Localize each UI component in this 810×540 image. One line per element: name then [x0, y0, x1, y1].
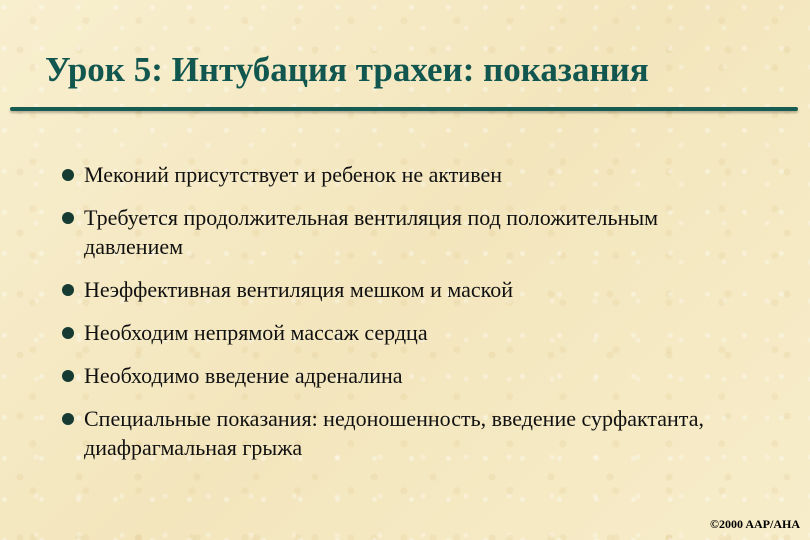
bullet-icon: [62, 284, 74, 296]
bullet-text: Специальные показания: недоношенность, введение сурфактанта, диафрагмальная грыжа: [84, 406, 704, 460]
bullet-item-6: [62, 404, 762, 462]
bullet-icon: [62, 327, 74, 339]
bullet-icon: [62, 413, 74, 425]
slide-title: Урок 5: Интубация трахеи: показания: [45, 50, 649, 89]
bullet-item-2: [62, 203, 762, 261]
bullet-text: Неэффективная вентиляция мешком и маской: [84, 277, 514, 302]
bullet-icon: [62, 370, 74, 382]
bullet-text: Необходимо введение адреналина: [84, 363, 403, 388]
bullet-item-3: [62, 275, 762, 304]
bullet-item-1: [62, 160, 762, 189]
bullet-text: Необходим непрямой массаж сердца: [84, 320, 428, 345]
bullet-item-5: [62, 361, 762, 390]
bullet-item-4: [62, 318, 762, 347]
title-divider: [10, 107, 798, 111]
bullet-list: [62, 160, 762, 462]
copyright-footer: ©2000 AAP/AHA: [710, 517, 800, 531]
bullet-icon: [62, 169, 74, 181]
bullet-text: Меконий присутствует и ребенок не активен: [84, 162, 502, 187]
bullet-icon: [62, 212, 74, 224]
bullet-text: Требуется продолжительная вентиляция под положительным давлением: [84, 205, 659, 259]
